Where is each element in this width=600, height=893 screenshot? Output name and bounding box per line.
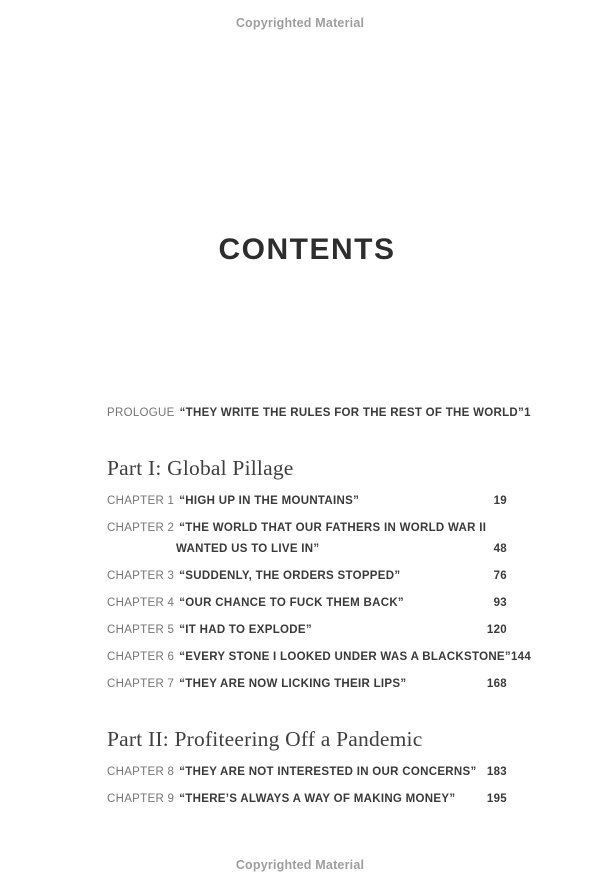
chapter-title: “THEY ARE NOW LICKING THEIR LIPS”	[179, 678, 407, 690]
page-number: 1	[524, 407, 531, 419]
chapter-title: “THERE’S ALWAYS A WAY OF MAKING MONEY”	[179, 793, 456, 805]
chapter-label: CHAPTER 9	[107, 793, 175, 805]
toc-entry-chapter-6	[107, 649, 532, 665]
page-number: 48	[493, 543, 507, 555]
prologue-title: “THEY WRITE THE RULES FOR THE REST OF THE WORLD”	[179, 407, 525, 419]
page-number: 76	[493, 570, 507, 582]
toc-entry-chapter-1	[107, 493, 507, 509]
chapter-label: CHAPTER 2	[107, 522, 175, 534]
page-number: 195	[486, 793, 507, 805]
copyright-watermark-bottom: Copyrighted Material	[235, 858, 365, 872]
chapter-title: “EVERY STONE I LOOKED UNDER WAS A BLACKSTONE”	[179, 651, 511, 663]
page-number: 120	[486, 624, 507, 636]
chapter-title: “THE WORLD THAT OUR FATHERS IN WORLD WAR II	[179, 522, 487, 534]
chapter-label: CHAPTER 1	[107, 495, 175, 507]
page-number: 183	[486, 766, 507, 778]
chapter-label: CHAPTER 7	[107, 678, 175, 690]
chapter-label: CHAPTER 4	[107, 597, 175, 609]
chapter-title: “HIGH UP IN THE MOUNTAINS”	[179, 495, 360, 507]
toc-entry-chapter-8	[107, 764, 507, 780]
page-number: 168	[486, 678, 507, 690]
toc-entry-prologue	[107, 405, 531, 421]
toc-entry-chapter-3	[107, 568, 507, 584]
toc-entry-chapter-4	[107, 595, 507, 611]
chapter-label: CHAPTER 6	[107, 651, 175, 663]
table-of-contents	[107, 405, 532, 807]
chapter-title: “IT HAD TO EXPLODE”	[179, 624, 312, 636]
chapter-label: CHAPTER 5	[107, 624, 175, 636]
prologue-label: PROLOGUE	[107, 407, 175, 419]
toc-entry-chapter-5	[107, 622, 507, 638]
toc-entry-chapter-9	[107, 791, 507, 807]
chapter-label: CHAPTER 8	[107, 766, 175, 778]
chapter-title: “OUR CHANCE TO FUCK THEM BACK”	[179, 597, 404, 609]
chapter-label: CHAPTER 3	[107, 570, 175, 582]
toc-entry-chapter-2-continuation	[107, 541, 507, 557]
chapter-title: “SUDDENLY, THE ORDERS STOPPED”	[179, 570, 401, 582]
part-heading-2: Part II: Profiteering Off a Pandemic	[107, 727, 423, 751]
chapter-title: “THEY ARE NOT INTERESTED IN OUR CONCERNS”	[179, 766, 477, 778]
page-number: 19	[493, 495, 507, 507]
page-number: 144	[510, 651, 532, 663]
toc-entry-chapter-2	[107, 520, 507, 536]
chapter-title-continuation: WANTED US TO LIVE IN”	[176, 543, 320, 555]
page-number: 93	[493, 597, 507, 609]
part-heading-1: Part I: Global Pillage	[107, 456, 294, 480]
toc-entry-chapter-7	[107, 676, 507, 692]
copyright-watermark-top: Copyrighted Material	[235, 16, 365, 30]
contents-heading: CONTENTS	[218, 233, 396, 267]
